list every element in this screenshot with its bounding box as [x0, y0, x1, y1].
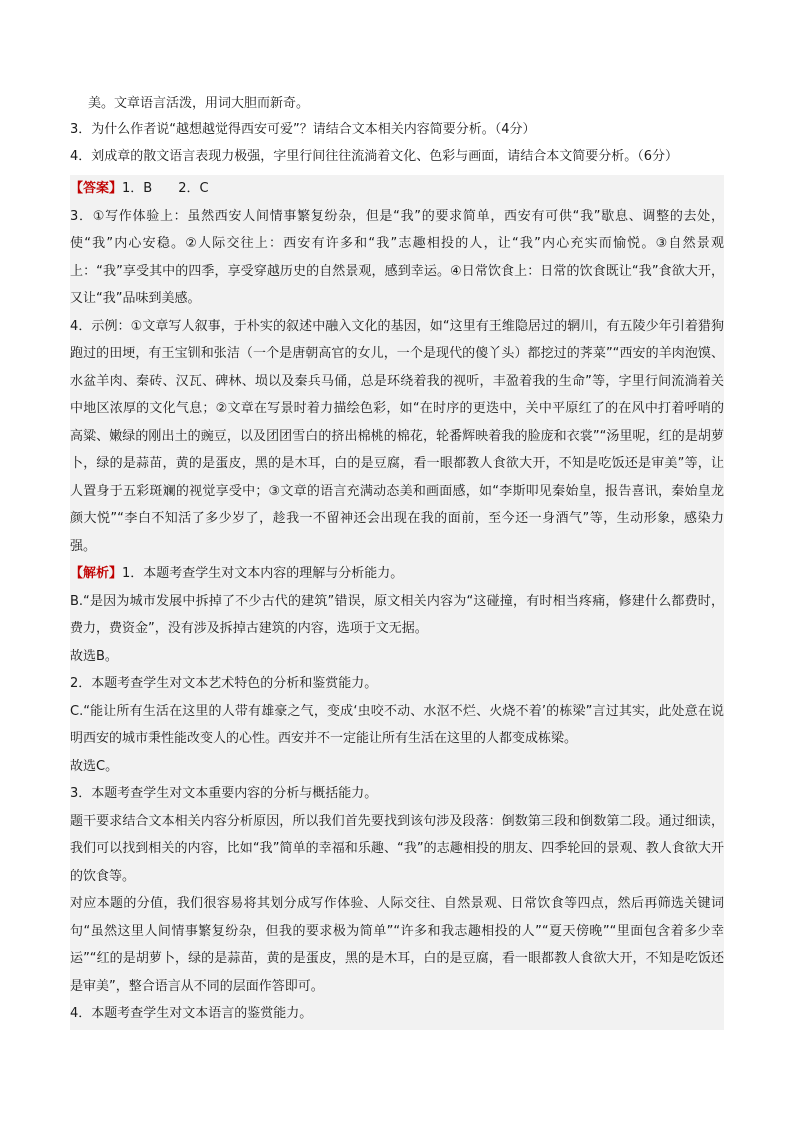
analysis-1-choice: 故选B。 [70, 648, 118, 664]
analysis-3: 3．本题考查学生对文本重要内容的分析与概括能力。 [70, 786, 378, 801]
analysis-3-detail-b: 对应本题的分值，我们很容易将其划分成写作体验、人际交往、自然景观、日常饮食等四点，然后再筛选关键词句“虽然这里人间情事繁复纷杂，但我的要求极为简单”“许多和我志趣相投的人”“夏天傍晚”“里面包含着多少幸运”“红的是胡萝卜，绿的是蒜苗，黄的是蛋皮，黑的是木耳，白的是豆腐，看一眼都教人食欲大开，不知是吃饭还是审美”，整合语言从不同的层面作答即可。 [70, 896, 724, 994]
answer-tag: 【答案】 [70, 181, 123, 196]
analysis-2-choice: 故选C。 [70, 758, 119, 774]
analysis-1-line [70, 560, 724, 588]
analysis-4: 4．本题考查学生对文本语言的鉴赏能力。 [70, 1006, 313, 1021]
analysis-tag: 【解析】 [70, 566, 123, 581]
previous-option-tail: 美。文章语言活泼，用词大胆而新奇。 [88, 96, 310, 111]
analysis-3-detail-a: 题干要求结合文本相关内容分析原因，所以我们首先要找到该句涉及段落：倒数第三段和倒数第二段。通过细读，我们可以找到相关的内容，比如“我”简单的幸福和乐趣、“我”的志趣相投的朋友、四季轮回的景观、教人食欲大开的饮食等。 [70, 813, 724, 884]
analysis-2-detail: C.“能让所有生活在这里的人带有雄豪之气，变成‘虫咬不动、水沤不烂、火烧不着’的栋梁”言过其实，此处意在说明西安的城市秉性能改变人的心性。西安并不一定能让所有生活在这里的人都变成栋梁。 [70, 703, 724, 746]
question-3: 3．为什么作者说“越想越觉得西安可爱”？请结合文本相关内容简要分析。（4分） [70, 122, 536, 137]
answer-3: 3．①写作体验上：虽然西安人间情事繁复纷杂，但是“我”的要求简单，西安有可供“我”歇息、调整的去处，使“我”内心安稳。②人际交往上：西安有许多和“我”志趣相投的人，让“我”内心充实而愉悦。③自然景观上：“我”享受其中的四季，享受穿越历史的自然景观，感到幸运。④日常饮食上：日常的饮食既让“我”食欲大开，又让“我”品味到美感。 [70, 208, 724, 306]
analysis-1: 1．本题考查学生对文本内容的理解与分析能力。 [122, 566, 404, 581]
answer-mc: 1．B 2．C [122, 181, 209, 196]
answer-4: 4．示例：①文章写人叙事，于朴实的叙述中融入文化的基因，如“这里有王维隐居过的辋川，有五陵少年引着猎狗跑过的田埂，有王宝钏和张洁（一个是唐朝高官的女儿，一个是现代的傻丫头）都挖过的荠菜”“西安的羊肉泡馍、水盆羊肉、秦砖、汉瓦、碑林、埙以及秦兵马俑，总是环绕着我的视听，丰盈着我的生命”等，字里行间流淌着关中地区浓厚的文化气息；②文章在写景时着力描绘色彩，如“在时序的更迭中，关中平原红了的在风中打着呼哨的高粱、嫩绿的刚出土的豌豆，以及团团雪白的挤出棉桃的棉花，轮番辉映着我的脸庞和衣裳”“汤里呢，红的是胡萝卜，绿的是蒜苗，黄的是蛋皮，黑的是木耳，白的是豆腐，看一眼都教人食欲大开，不知是吃饭还是审美”等，让人置身于五彩斑斓的视觉享受中；③文章的语言充满动态美和画面感，如“李斯叩见秦始皇，报告喜讯，秦始皇龙颜大悦”“李白不知活了多少岁了，趁我一不留神还会出现在我的面前，至今还一身酒气”等，生动形象，感染力强。 [70, 318, 724, 554]
analysis-1-detail: B.“是因为城市发展中拆掉了不少古代的建筑”错误，原文相关内容为“这碰撞，有时相当疼痛，修建什么都费时，费力，费资金”，没有涉及拆掉古建筑的内容，选项于文无据。 [70, 593, 724, 636]
analysis-2: 2．本题考查学生对文本艺术特色的分析和鉴赏能力。 [70, 676, 378, 691]
answer-mc-line [70, 175, 724, 203]
answer-analysis-block [70, 175, 724, 1030]
question-4: 4．刘成章的散文语言表现力极强，字里行间往往流淌着文化、色彩与画面，请结合本文简要分析。（6分） [70, 149, 679, 164]
